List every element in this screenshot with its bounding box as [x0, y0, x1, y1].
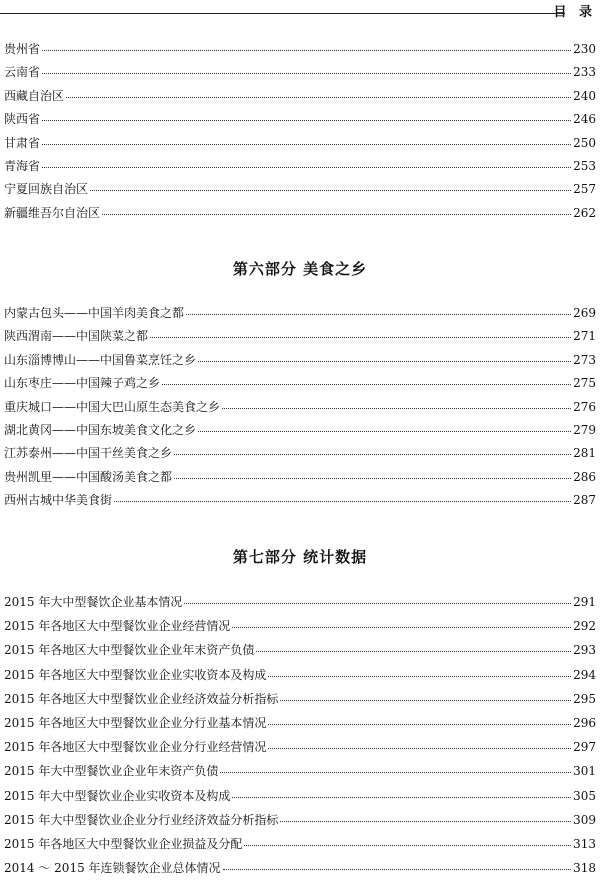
toc-entry-title: 山东枣庄——中国辣子鸡之乡	[4, 376, 161, 391]
toc-entry-page-number: 246	[573, 112, 596, 127]
toc-entry-title: 2015 年各地区大中型餐饮业企业经营情况	[4, 619, 231, 634]
toc-entry-page-number: 318	[573, 861, 596, 876]
dot-leader	[222, 408, 571, 409]
dot-leader	[42, 120, 571, 121]
toc-entry-title: 青海省	[4, 158, 41, 173]
toc-entry-page-number: 294	[573, 667, 596, 682]
toc-entry-page-number: 296	[573, 715, 596, 730]
dot-leader	[42, 73, 571, 74]
toc-entry-page-number: 279	[573, 422, 596, 437]
toc-entry-title: 贵州凯里——中国酸汤美食之都	[4, 469, 173, 484]
dot-leader	[114, 501, 571, 502]
toc-entry-page-number: 240	[573, 88, 596, 103]
dot-leader	[42, 167, 571, 168]
toc-entry-title: 山东淄博博山——中国鲁菜烹饪之乡	[4, 352, 197, 367]
toc-entry[interactable]	[4, 759, 596, 783]
toc-entry-title: 2015 年大中型餐饮业企业年末资产负债	[4, 764, 219, 779]
dot-leader	[90, 190, 571, 191]
dot-leader	[184, 603, 571, 604]
toc-entry-page-number: 276	[573, 399, 596, 414]
toc-entry[interactable]	[4, 349, 596, 372]
toc-entry-title: 2015 年大中型餐饮业企业实收资本及构成	[4, 788, 231, 803]
toc-entry[interactable]	[4, 614, 596, 638]
toc-entry-page-number: 257	[573, 182, 596, 197]
toc-entry-page-number: 305	[573, 788, 596, 803]
dot-leader	[198, 361, 571, 362]
toc-entry-title: 2015 年大中型餐饮企业基本情况	[4, 595, 183, 609]
toc-entry[interactable]	[4, 663, 596, 687]
dot-leader	[174, 454, 571, 455]
toc-entry-page-number: 273	[573, 352, 596, 367]
dot-leader	[280, 700, 571, 701]
toc-entry-page-number: 269	[573, 306, 596, 320]
dot-leader	[66, 97, 571, 98]
toc-entry-title: 2015 年各地区大中型餐饮业企业分行业基本情况	[4, 715, 267, 730]
toc-entry-page-number: 293	[573, 643, 596, 658]
toc-entry-page-number: 281	[573, 446, 596, 461]
toc-entry-title: 陕西渭南——中国陕菜之都	[4, 329, 149, 344]
toc-entry[interactable]	[4, 419, 596, 442]
toc-entry-page-number: 250	[573, 135, 596, 150]
dot-leader	[268, 724, 571, 725]
toc-entry-title: 2015 年各地区大中型餐饮业企业年末资产负债	[4, 643, 255, 658]
toc-entry[interactable]	[4, 856, 596, 880]
toc-entry-title: 2015 年各地区大中型餐饮业企业经济效益分析指标	[4, 691, 279, 706]
toc-entry[interactable]	[4, 735, 596, 759]
toc-entry[interactable]	[4, 85, 596, 108]
dot-leader	[256, 651, 571, 652]
dot-leader	[268, 748, 571, 749]
toc-entry[interactable]	[4, 178, 596, 201]
toc-entry-title: 内蒙古包头——中国羊肉美食之都	[4, 306, 185, 320]
toc-entry-title: 西州古城中华美食街	[4, 493, 113, 508]
toc-list-section-6	[4, 302, 596, 513]
toc-entry-title: 云南省	[4, 65, 41, 80]
toc-entry[interactable]	[4, 325, 596, 348]
dot-leader	[162, 384, 571, 385]
dot-leader	[268, 676, 571, 677]
toc-entry-title: 2014 ～ 2015 年连锁餐饮企业总体情况	[4, 861, 221, 876]
toc-entry-page-number: 291	[573, 595, 596, 609]
toc-entry-title: 贵州省	[4, 42, 41, 56]
toc-entry[interactable]	[4, 372, 596, 395]
toc-entry[interactable]	[4, 108, 596, 131]
dot-leader	[198, 431, 571, 432]
toc-entry[interactable]	[4, 832, 596, 856]
dot-leader	[220, 772, 571, 773]
toc-list-section-7	[4, 590, 596, 880]
toc-entry-title: 湖北黄冈——中国东坡美食文化之乡	[4, 422, 197, 437]
toc-entry[interactable]	[4, 808, 596, 832]
toc-entry-title: 江苏泰州——中国干丝美食之乡	[4, 446, 173, 461]
toc-entry-title: 2015 年大中型餐饮业企业分行业经济效益分析指标	[4, 812, 279, 827]
toc-entry[interactable]	[4, 132, 596, 155]
toc-entry[interactable]	[4, 638, 596, 662]
toc-entry[interactable]	[4, 489, 596, 512]
toc-entry-page-number: 313	[573, 836, 596, 851]
section-title-7: 第七部分 统计数据	[232, 548, 368, 566]
toc-entry-title: 2015 年各地区大中型餐饮业企业实收资本及构成	[4, 667, 267, 682]
dot-leader	[42, 144, 571, 145]
toc-entry-page-number: 295	[573, 691, 596, 706]
toc-entry-title: 2015 年各地区大中型餐饮业企业损益及分配	[4, 836, 243, 851]
toc-entry-page-number: 287	[573, 493, 596, 508]
toc-entry-page-number: 253	[573, 158, 596, 173]
toc-entry[interactable]	[4, 711, 596, 735]
toc-entry-page-number: 309	[573, 812, 596, 827]
toc-entry[interactable]	[4, 396, 596, 419]
dot-leader	[42, 50, 571, 51]
toc-entry[interactable]	[4, 302, 596, 325]
dot-leader	[102, 214, 571, 215]
dot-leader	[223, 869, 572, 870]
toc-entry-page-number: 271	[573, 329, 596, 344]
toc-entry[interactable]	[4, 442, 596, 465]
toc-entry-page-number: 292	[573, 619, 596, 634]
section-title-6: 第六部分 美食之乡	[232, 260, 368, 278]
dot-leader	[280, 821, 571, 822]
toc-entry-title: 2015 年各地区大中型餐饮业企业分行业经营情况	[4, 740, 267, 755]
toc-list-provinces	[4, 38, 596, 225]
toc-entry[interactable]	[4, 784, 596, 808]
toc-entry-title: 西藏自治区	[4, 88, 65, 103]
toc-entry-title: 宁夏回族自治区	[4, 182, 89, 197]
dot-leader	[244, 845, 571, 846]
dot-leader	[150, 337, 571, 338]
toc-entry-title: 重庆城口——中国大巴山原生态美食之乡	[4, 399, 221, 414]
toc-entry-page-number: 297	[573, 740, 596, 755]
toc-entry[interactable]	[4, 687, 596, 711]
toc-entry[interactable]	[4, 590, 596, 614]
header-title: 目 录	[553, 5, 596, 20]
dot-leader	[232, 797, 571, 798]
dot-leader	[232, 627, 571, 628]
toc-entry-page-number: 275	[573, 376, 596, 391]
toc-entry[interactable]	[4, 155, 596, 178]
running-header	[0, 0, 600, 22]
toc-entry-page-number: 286	[573, 469, 596, 484]
toc-entry-title: 甘肃省	[4, 135, 41, 150]
toc-entry-title: 陕西省	[4, 112, 41, 127]
toc-entry[interactable]	[4, 202, 596, 225]
toc-entry-page-number: 301	[573, 764, 596, 779]
toc-entry[interactable]	[4, 61, 596, 84]
toc-entry-title: 新疆维吾尔自治区	[4, 205, 101, 220]
toc-entry-page-number: 262	[573, 205, 596, 220]
header-rule	[0, 13, 565, 14]
dot-leader	[174, 478, 571, 479]
toc-entry-page-number: 230	[573, 42, 596, 56]
toc-entry[interactable]	[4, 38, 596, 61]
toc-entry[interactable]	[4, 466, 596, 489]
dot-leader	[186, 314, 571, 315]
toc-entry-page-number: 233	[573, 65, 596, 80]
